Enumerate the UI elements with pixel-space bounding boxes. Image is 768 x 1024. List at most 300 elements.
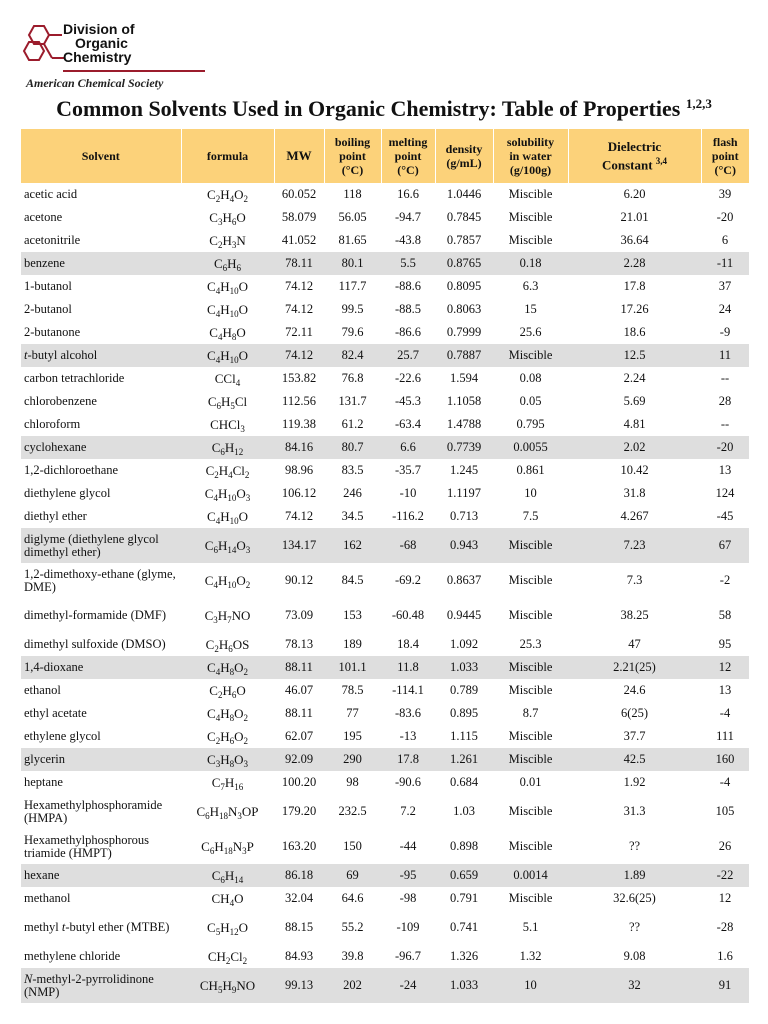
cell-formula: $CH_2Cl_2$ bbox=[207, 949, 248, 966]
cell-density: 0.684 bbox=[449, 775, 479, 789]
cell-bp: 131.7 bbox=[338, 394, 367, 408]
cell-mp: -109 bbox=[396, 920, 420, 934]
cell-dc: 2.02 bbox=[568, 436, 701, 459]
cell-density: 0.8765 bbox=[435, 252, 493, 275]
cell-bp: 195 bbox=[343, 729, 362, 743]
dc-line-1: Dielectric bbox=[607, 138, 662, 154]
mp-line-3: (°C) bbox=[397, 163, 419, 177]
fp-line-1: flash bbox=[712, 135, 738, 149]
cell-bp: 232.5 bbox=[338, 804, 367, 818]
cell-formula: $C_2H_4Cl_2$ bbox=[205, 463, 250, 480]
cell-dc: 38.25 bbox=[620, 608, 649, 622]
cell-dc: 36.64 bbox=[620, 233, 649, 247]
table-row bbox=[21, 829, 749, 864]
cell-fp: -4 bbox=[719, 775, 731, 789]
cell-dc: 9.08 bbox=[623, 949, 646, 963]
cell-dc: 42.5 bbox=[568, 748, 701, 771]
cell-bp: 76.8 bbox=[341, 371, 364, 385]
cell-sol: Miscible bbox=[508, 608, 553, 622]
cell-mw: 41.052 bbox=[281, 233, 317, 247]
cell-fp: 28 bbox=[718, 394, 732, 408]
cell-mw: 100.20 bbox=[281, 775, 317, 789]
cell-sol: Miscible bbox=[508, 804, 553, 818]
cell-formula: $C_6H_{18}N_3P$ bbox=[201, 839, 254, 856]
cell-dc: 5.69 bbox=[623, 394, 646, 408]
cell-formula: $CH_4O$ bbox=[211, 891, 244, 908]
cell-bp: 61.2 bbox=[341, 417, 364, 431]
cell-fp: -20 bbox=[716, 210, 734, 224]
cell-fp: 124 bbox=[715, 486, 735, 500]
table-row bbox=[21, 702, 749, 725]
cell-fp: 160 bbox=[701, 748, 749, 771]
cell-bp: 64.6 bbox=[341, 891, 364, 905]
cell-fp: -9 bbox=[719, 325, 731, 339]
cell-sol: 0.08 bbox=[519, 371, 542, 385]
cell-mw: 88.15 bbox=[284, 920, 314, 934]
cell-density: 0.8063 bbox=[446, 302, 482, 316]
mp-line-1: melting bbox=[388, 135, 428, 149]
logo-rule bbox=[63, 70, 205, 72]
cell-sol: 25.3 bbox=[519, 637, 542, 651]
cell-mw: 134.17 bbox=[274, 528, 324, 563]
sol-line-3: (g/100g) bbox=[509, 163, 552, 177]
table-row bbox=[21, 206, 749, 229]
cell-solvent-name: 2-butanol bbox=[24, 302, 72, 316]
cell-density: 1.594 bbox=[449, 371, 479, 385]
cell-solvent-name: benzene bbox=[21, 252, 181, 275]
cell-density: 1.092 bbox=[449, 637, 479, 651]
cell-density: 0.7999 bbox=[446, 325, 482, 339]
page-title bbox=[0, 96, 768, 122]
cell-solvent-name: 1,2-dichloroethane bbox=[24, 463, 119, 477]
cell-mp: -90.6 bbox=[394, 775, 422, 789]
cell-dc: 7.23 bbox=[568, 528, 701, 563]
cell-density: 0.7739 bbox=[435, 436, 493, 459]
cell-solvent-name: dimethyl sulfoxide (DMSO) bbox=[24, 637, 166, 651]
table-row bbox=[21, 505, 749, 528]
cell-sol: 0.0014 bbox=[493, 864, 568, 887]
table-row bbox=[21, 864, 749, 887]
division-logo bbox=[22, 20, 192, 92]
cell-dc: 4.267 bbox=[620, 509, 649, 523]
cell-dc: 1.89 bbox=[568, 864, 701, 887]
table-row bbox=[21, 748, 749, 771]
cell-formula: $C_6H_5Cl$ bbox=[207, 394, 248, 411]
cell-mp: -69.2 bbox=[394, 573, 422, 587]
cell-formula: $C_6H_{14}$ bbox=[181, 864, 274, 887]
cell-density: 0.789 bbox=[449, 683, 479, 697]
cell-sol: Miscible bbox=[493, 528, 568, 563]
society-name: American Chemical Society bbox=[26, 76, 164, 90]
cell-solvent-name: 2-butanone bbox=[24, 325, 81, 339]
cell-mw: 179.20 bbox=[281, 804, 317, 818]
cell-density: 1.03 bbox=[453, 804, 475, 818]
cell-formula: $C_7H_{16}$ bbox=[211, 775, 244, 792]
cell-mw: 88.11 bbox=[285, 706, 313, 720]
cell-density: 1.326 bbox=[449, 949, 479, 963]
table-row bbox=[21, 968, 749, 1003]
cell-mw: 74.12 bbox=[284, 302, 314, 316]
table-row bbox=[21, 633, 749, 656]
cell-formula: $C_4H_{10}O$ bbox=[207, 509, 248, 526]
cell-fp: 37 bbox=[718, 279, 732, 293]
cell-dc: 37.7 bbox=[623, 729, 646, 743]
cell-formula: $C_2H_4O_2$ bbox=[207, 187, 248, 204]
cell-formula: $C_4H_8O$ bbox=[209, 325, 246, 342]
title-references: 1,2,3 bbox=[685, 96, 712, 111]
cell-density: 0.713 bbox=[449, 509, 479, 523]
cell-mp: 17.8 bbox=[381, 748, 435, 771]
col-header-formula: formula bbox=[181, 129, 274, 183]
cell-bp: 78.5 bbox=[341, 683, 364, 697]
table-row bbox=[21, 887, 749, 910]
cell-mw: 92.09 bbox=[274, 748, 324, 771]
cell-fp: -45 bbox=[716, 509, 734, 523]
cell-solvent-name: hexane bbox=[21, 864, 181, 887]
cell-sol: Miscible bbox=[508, 210, 553, 224]
cell-density: 1.245 bbox=[449, 463, 479, 477]
cell-fp: -- bbox=[720, 371, 730, 385]
cell-solvent-name: heptane bbox=[24, 775, 63, 789]
cell-formula: $C_4H_8O_2$ bbox=[207, 706, 248, 723]
cell-sol: 0.01 bbox=[519, 775, 542, 789]
cell-fp: 11 bbox=[701, 344, 749, 367]
cell-bp: 56.05 bbox=[338, 210, 367, 224]
cell-dc: 24.6 bbox=[623, 683, 646, 697]
cell-sol: Miscible bbox=[508, 729, 553, 743]
cell-fp: 91 bbox=[701, 968, 749, 1003]
cell-fp: 26 bbox=[718, 839, 732, 853]
cell-formula: CCl$_4$ bbox=[214, 371, 241, 388]
cell-dc: 7.3 bbox=[626, 573, 643, 587]
cell-mw: 84.93 bbox=[284, 949, 314, 963]
cell-dc: ?? bbox=[628, 920, 641, 934]
cell-mw: 72.11 bbox=[285, 325, 313, 339]
cell-dc: 10.42 bbox=[620, 463, 649, 477]
cell-fp: 105 bbox=[715, 804, 735, 818]
fp-line-2: point bbox=[711, 149, 739, 163]
dc-line-2-text: Constant bbox=[601, 157, 653, 173]
cell-sol: 10 bbox=[493, 968, 568, 1003]
cell-solvent-name: diethyl ether bbox=[24, 509, 87, 523]
cell-formula: $C_2H_3N$ bbox=[209, 233, 246, 250]
fp-line-3: (°C) bbox=[714, 163, 736, 177]
cell-sol: Miscible bbox=[508, 891, 553, 905]
cell-mp: -88.5 bbox=[394, 302, 422, 316]
cell-fp: 67 bbox=[701, 528, 749, 563]
cell-bp: 80.7 bbox=[324, 436, 381, 459]
cell-bp: 81.65 bbox=[338, 233, 367, 247]
table-row bbox=[21, 725, 749, 748]
cell-bp: 117.7 bbox=[338, 279, 367, 293]
cell-bp: 202 bbox=[324, 968, 381, 1003]
cell-solvent-name: acetonitrile bbox=[24, 233, 81, 247]
cell-mw: 46.07 bbox=[284, 683, 314, 697]
cell-bp: 150 bbox=[343, 839, 362, 853]
division-name bbox=[63, 22, 135, 64]
col-header-density bbox=[435, 129, 493, 183]
cell-fp: -- bbox=[720, 417, 730, 431]
cell-fp: 111 bbox=[716, 729, 734, 743]
cell-mp: 11.8 bbox=[381, 656, 435, 679]
cell-fp: 6 bbox=[721, 233, 729, 247]
cell-fp: 12 bbox=[701, 656, 749, 679]
cell-mp: -96.7 bbox=[394, 949, 422, 963]
cell-density: 0.741 bbox=[449, 920, 479, 934]
cell-mp: -35.7 bbox=[394, 463, 422, 477]
cell-fp: -28 bbox=[716, 920, 734, 934]
cell-sol: Miscible bbox=[493, 748, 568, 771]
cell-formula: $C_4H_{10}O$ bbox=[207, 302, 248, 319]
cell-sol: Miscible bbox=[508, 187, 553, 201]
table-row bbox=[21, 390, 749, 413]
cell-fp: -11 bbox=[701, 252, 749, 275]
cell-formula: $C_4H_8O_2$ bbox=[181, 656, 274, 679]
cell-solvent-name: carbon tetrachloride bbox=[24, 371, 125, 385]
table-row bbox=[21, 321, 749, 344]
table-row bbox=[21, 771, 749, 794]
cell-formula: $C_6H_6$ bbox=[181, 252, 274, 275]
cell-density: 1.1197 bbox=[447, 486, 481, 500]
cell-mp: -63.4 bbox=[394, 417, 422, 431]
cell-dc: 2.24 bbox=[623, 371, 646, 385]
cell-density: 0.8095 bbox=[446, 279, 482, 293]
sol-line-2: in water bbox=[509, 149, 552, 163]
cell-sol: 0.0055 bbox=[493, 436, 568, 459]
cell-mp: 5.5 bbox=[381, 252, 435, 275]
cell-bp: 34.5 bbox=[341, 509, 364, 523]
cell-sol: 15 bbox=[524, 302, 537, 316]
cell-mw: 62.07 bbox=[284, 729, 314, 743]
cell-solvent-name: ethylene glycol bbox=[24, 729, 101, 743]
cell-solvent-name: methyl t-butyl ether (MTBE) bbox=[24, 920, 170, 934]
cell-bp: 98 bbox=[346, 775, 359, 789]
cell-bp: 55.2 bbox=[341, 920, 364, 934]
cell-dc: 18.6 bbox=[623, 325, 646, 339]
cell-solvent-name: acetic acid bbox=[24, 187, 78, 201]
cell-fp: 13 bbox=[718, 463, 732, 477]
cell-mw: 73.09 bbox=[284, 608, 314, 622]
cell-mp: -43.8 bbox=[394, 233, 422, 247]
cell-sol: 0.18 bbox=[493, 252, 568, 275]
cell-density: 1.4788 bbox=[446, 417, 482, 431]
table-row bbox=[21, 598, 749, 633]
cell-mp: -44 bbox=[399, 839, 417, 853]
cell-formula: $C_4H_{10}O_2$ bbox=[204, 573, 251, 590]
col-header-melting-point bbox=[381, 129, 435, 183]
cell-mw: 84.16 bbox=[274, 436, 324, 459]
cell-bp: 39.8 bbox=[341, 949, 364, 963]
cell-dc: 31.3 bbox=[623, 804, 646, 818]
cell-bp: 80.1 bbox=[324, 252, 381, 275]
cell-mw: 78.13 bbox=[284, 637, 314, 651]
table-row bbox=[21, 275, 749, 298]
cell-sol: 25.6 bbox=[519, 325, 542, 339]
cell-dc: 2.28 bbox=[568, 252, 701, 275]
cell-bp: 246 bbox=[343, 486, 362, 500]
bp-line-1: boiling bbox=[334, 135, 371, 149]
cell-density: 0.791 bbox=[449, 891, 479, 905]
cell-mw: 58.079 bbox=[281, 210, 317, 224]
cell-solvent-name: ethyl acetate bbox=[24, 706, 87, 720]
table-row bbox=[21, 910, 749, 945]
cell-sol: Miscible bbox=[508, 233, 553, 247]
cell-mp: 6.6 bbox=[381, 436, 435, 459]
cell-mw: 90.12 bbox=[284, 573, 314, 587]
cell-dc: 4.81 bbox=[623, 417, 646, 431]
bp-line-2: point bbox=[339, 149, 366, 163]
cell-density: 1.033 bbox=[435, 656, 493, 679]
cell-dc: 47 bbox=[628, 637, 641, 651]
cell-mp: -68 bbox=[381, 528, 435, 563]
cell-mw: 98.96 bbox=[284, 463, 314, 477]
cell-density: 0.7845 bbox=[446, 210, 482, 224]
cell-fp: -4 bbox=[719, 706, 731, 720]
cell-solvent-name: diethylene glycol bbox=[24, 486, 111, 500]
cell-mw: 99.13 bbox=[274, 968, 324, 1003]
cell-mp: -24 bbox=[381, 968, 435, 1003]
mp-line-2: point bbox=[394, 149, 422, 163]
col-header-dielectric bbox=[568, 129, 701, 183]
cell-fp: 95 bbox=[718, 637, 732, 651]
cell-density: 0.898 bbox=[449, 839, 479, 853]
cell-dc: 6(25) bbox=[620, 706, 649, 720]
cell-solvent-name: 1-butanol bbox=[24, 279, 72, 293]
table-row bbox=[21, 183, 749, 206]
cell-mw: 74.12 bbox=[284, 279, 314, 293]
cell-sol: 0.861 bbox=[516, 463, 545, 477]
cell-mp: -95 bbox=[381, 864, 435, 887]
cell-dc: 6.20 bbox=[623, 187, 646, 201]
cell-sol: 5.1 bbox=[522, 920, 539, 934]
table-row bbox=[21, 482, 749, 505]
cell-density: 0.9445 bbox=[446, 608, 482, 622]
table-row bbox=[21, 656, 749, 679]
cell-formula: $C_6H_{14}O_3$ bbox=[181, 528, 274, 563]
table-header-row bbox=[21, 129, 749, 183]
cell-formula: CHCl$_3$ bbox=[210, 417, 245, 434]
cell-dc: 17.26 bbox=[620, 302, 649, 316]
cell-formula: $C_5H_{12}O$ bbox=[207, 920, 248, 937]
cell-mw: 163.20 bbox=[281, 839, 317, 853]
cell-mw: 74.12 bbox=[284, 509, 314, 523]
cell-sol: 10 bbox=[524, 486, 537, 500]
solvent-properties-table bbox=[21, 129, 749, 1003]
table-row bbox=[21, 229, 749, 252]
cell-bp: 79.6 bbox=[341, 325, 364, 339]
cell-fp: 12 bbox=[718, 891, 732, 905]
cell-sol: Miscible bbox=[508, 573, 553, 587]
cell-bp: 84.5 bbox=[341, 573, 364, 587]
table-row bbox=[21, 436, 749, 459]
cell-solvent-name: 1,2-dimethoxy-ethane (glyme, DME) bbox=[24, 566, 176, 594]
cell-sol: 0.795 bbox=[516, 417, 545, 431]
dc-references: 3,4 bbox=[655, 155, 668, 166]
cell-density: 1.261 bbox=[435, 748, 493, 771]
cell-density: 1.033 bbox=[435, 968, 493, 1003]
cell-mp: 7.2 bbox=[400, 804, 416, 818]
cell-solvent-name: Hexamethylphosphorous triamide (HMPT) bbox=[24, 832, 149, 860]
cell-mp: -86.6 bbox=[394, 325, 422, 339]
cell-formula: $C_3H_8O_3$ bbox=[181, 748, 274, 771]
cell-mp: -114.1 bbox=[392, 683, 424, 697]
col-header-flash-point bbox=[701, 129, 749, 183]
cell-sol: Miscible bbox=[493, 656, 568, 679]
cell-dc: 17.8 bbox=[623, 279, 646, 293]
cell-solvent-name: chloroform bbox=[24, 417, 81, 431]
cell-bp: 77 bbox=[346, 706, 359, 720]
cell-sol: 0.05 bbox=[519, 394, 542, 408]
cell-sol: 6.3 bbox=[522, 279, 539, 293]
cell-bp: 83.5 bbox=[341, 463, 364, 477]
cell-fp: 39 bbox=[718, 187, 732, 201]
sol-line-1: solubility bbox=[506, 135, 555, 149]
table-row bbox=[21, 794, 749, 829]
bp-line-3: (°C) bbox=[341, 163, 364, 177]
cell-formula: $C_2H_6O$ bbox=[209, 683, 246, 700]
cell-mp: -45.3 bbox=[394, 394, 422, 408]
density-line-2: (g/mL) bbox=[446, 156, 482, 170]
cell-mw: 88.11 bbox=[274, 656, 324, 679]
cell-solvent-name: ethanol bbox=[24, 683, 61, 697]
cell-solvent-name: diglyme (diethylene glycol dimethyl ether) bbox=[21, 528, 181, 563]
cell-solvent-name: methanol bbox=[24, 891, 71, 905]
cell-mp: -10 bbox=[399, 486, 417, 500]
cell-formula: $C_4H_{10}O$ bbox=[181, 344, 274, 367]
cell-mp: -22.6 bbox=[394, 371, 422, 385]
cell-formula: $C_2H_6OS$ bbox=[205, 637, 250, 654]
table-row bbox=[21, 528, 749, 563]
cell-solvent-name: 1,4-dioxane bbox=[21, 656, 181, 679]
cell-bp: 290 bbox=[324, 748, 381, 771]
cell-mp: 16.6 bbox=[397, 187, 419, 201]
table-row bbox=[21, 298, 749, 321]
cell-bp: 153 bbox=[343, 608, 362, 622]
cell-density: 1.0446 bbox=[446, 187, 482, 201]
cell-mp: 25.7 bbox=[381, 344, 435, 367]
cell-solvent-name: cyclohexane bbox=[21, 436, 181, 459]
table-row bbox=[21, 344, 749, 367]
cell-formula: $C_3H_7NO$ bbox=[204, 608, 251, 625]
cell-sol: Miscible bbox=[508, 683, 553, 697]
cell-formula: $CH_5H_9NO$ bbox=[181, 968, 274, 1003]
cell-sol: Miscible bbox=[508, 839, 553, 853]
cell-mp: -94.7 bbox=[394, 210, 422, 224]
cell-solvent-name: acetone bbox=[24, 210, 63, 224]
cell-dc: 12.5 bbox=[568, 344, 701, 367]
density-line-1: density bbox=[445, 142, 483, 156]
cell-mw: 112.56 bbox=[282, 394, 316, 408]
cell-mp: -88.6 bbox=[394, 279, 422, 293]
col-header-solubility bbox=[493, 129, 568, 183]
table-row bbox=[21, 367, 749, 390]
cell-dc: 32 bbox=[568, 968, 701, 1003]
cell-density: 0.943 bbox=[435, 528, 493, 563]
cell-mw: 32.04 bbox=[284, 891, 314, 905]
cell-bp: 101.1 bbox=[324, 656, 381, 679]
cell-sol: 7.5 bbox=[522, 509, 539, 523]
cell-mp: -13 bbox=[399, 729, 417, 743]
cell-mw: 106.12 bbox=[281, 486, 317, 500]
cell-fp: 24 bbox=[718, 302, 732, 316]
cell-solvent-name: chlorobenzene bbox=[24, 394, 97, 408]
cell-mw: 119.38 bbox=[282, 417, 316, 431]
cell-mw: 78.11 bbox=[274, 252, 324, 275]
table-row bbox=[21, 459, 749, 482]
table-row bbox=[21, 252, 749, 275]
cell-dc: 2.21(25) bbox=[568, 656, 701, 679]
cell-mp: -83.6 bbox=[394, 706, 422, 720]
